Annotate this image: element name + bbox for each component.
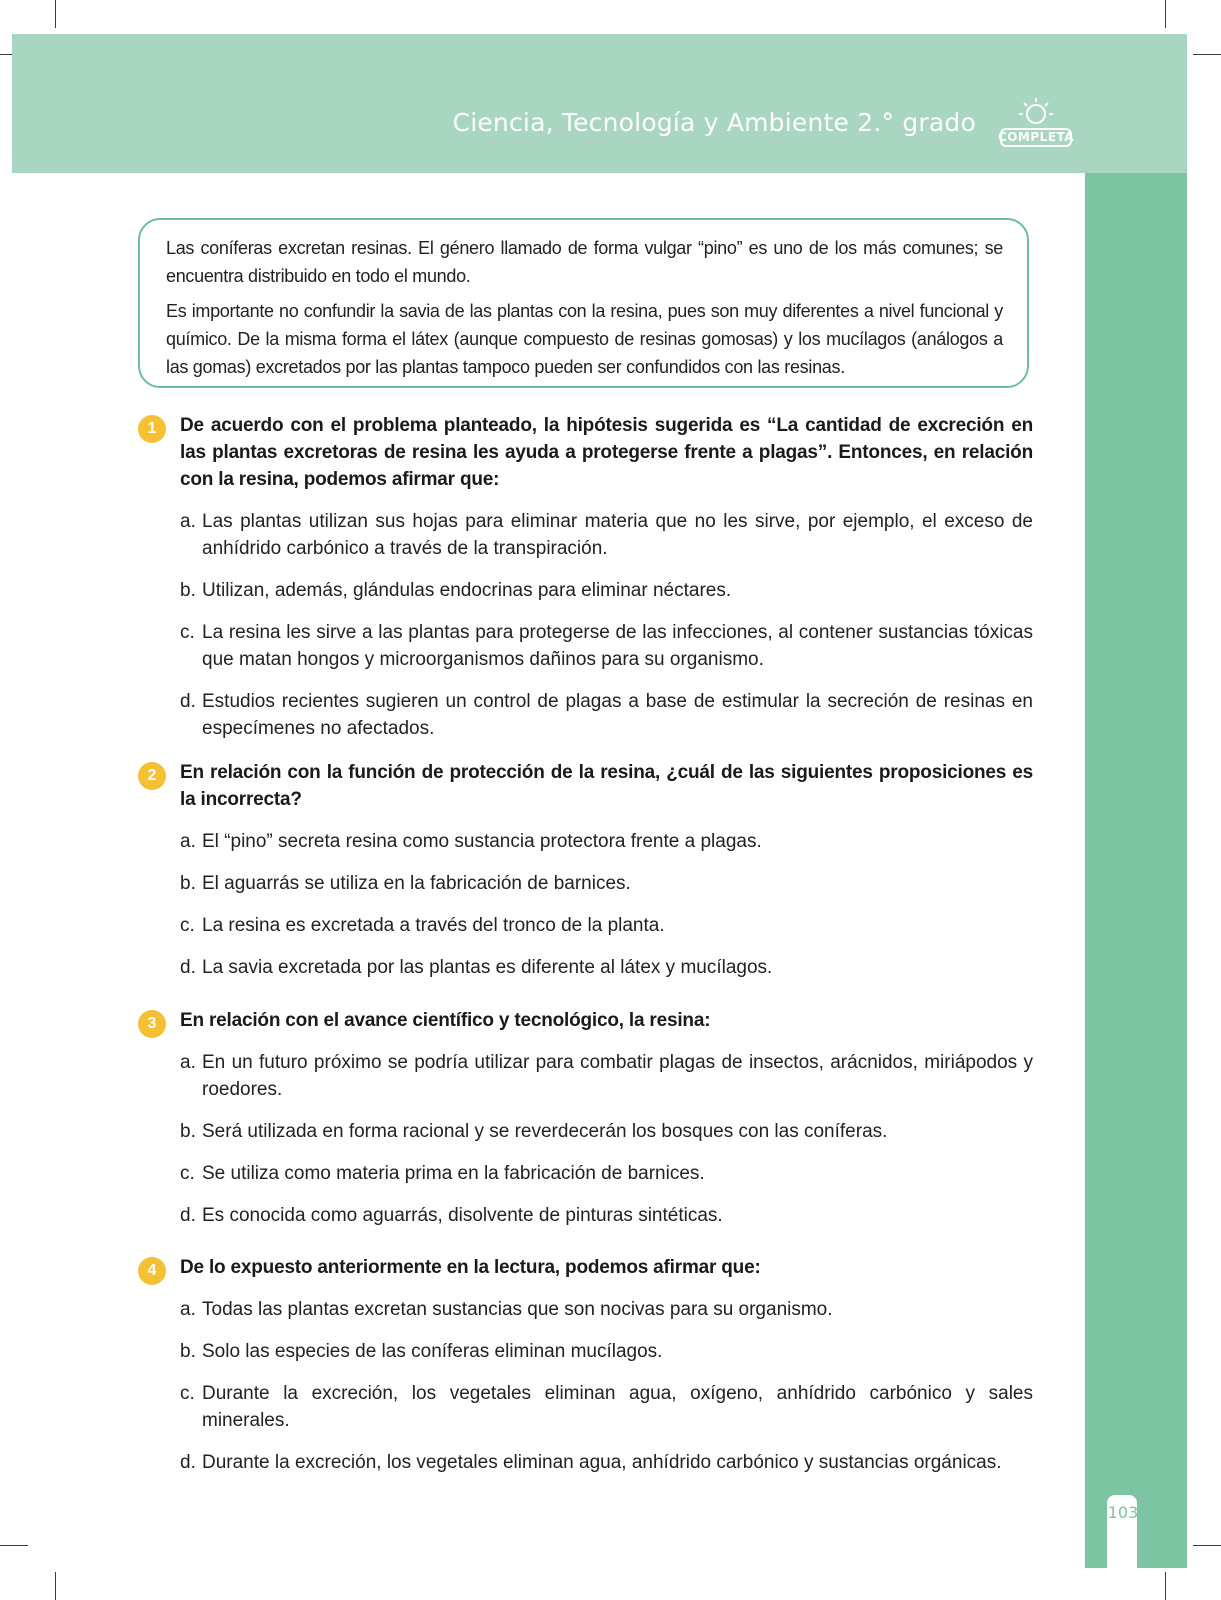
- question-number-badge: 2: [138, 762, 166, 790]
- option-b[interactable]: [180, 1118, 1033, 1145]
- option-letter: d.: [180, 957, 196, 978]
- option-letter: b.: [180, 1121, 196, 1142]
- option-text: La resina es excretada a través del tronco de la planta.: [202, 915, 665, 936]
- option-letter: c.: [180, 622, 195, 643]
- option-text: La savia excretada por las plantas es diferente al látex y mucílagos.: [202, 957, 773, 978]
- intro-paragraph: Las coníferas excretan resinas. El género llamado de forma vulgar “pino” es uno de los más comunes; se encuentra distribuido en todo el mundo.: [166, 238, 1003, 286]
- option-letter: d.: [180, 691, 196, 712]
- option-letter: b.: [180, 580, 196, 601]
- option-a[interactable]: [180, 1296, 1033, 1323]
- option-text: En un futuro próximo se podría utilizar para combatir plagas de insectos, arácnidos, miriápodos y roedores.: [202, 1052, 1033, 1100]
- option-d[interactable]: [180, 954, 1033, 981]
- option-text: Será utilizada en forma racional y se reverdecerán los bosques con las coníferas.: [202, 1121, 888, 1142]
- option-a[interactable]: [180, 828, 1033, 855]
- option-b[interactable]: [180, 577, 1033, 604]
- option-text: La resina les sirve a las plantas para protegerse de las infecciones, al contener sustancias tóxicas que matan hongos y microorganismos dañinos para su organismo.: [202, 622, 1033, 670]
- option-text: Durante la excreción, los vegetales eliminan agua, oxígeno, anhídrido carbónico y sales minerales.: [202, 1383, 1033, 1431]
- option-letter: c.: [180, 1163, 195, 1184]
- option-text: Es conocida como aguarrás, disolvente de pinturas sintéticas.: [202, 1205, 723, 1226]
- sun-icon: [995, 96, 1077, 154]
- option-letter: b.: [180, 873, 196, 894]
- question-text: En relación con el avance científico y tecnológico, la resina:: [180, 1010, 711, 1031]
- option-letter: c.: [180, 915, 195, 936]
- question-text: En relación con la función de protección de la resina, ¿cuál de las siguientes proposiciones es la incorrecta?: [180, 762, 1033, 810]
- option-text: Todas las plantas excretan sustancias que son nocivas para su organismo.: [202, 1299, 833, 1320]
- question-number-badge: 4: [138, 1257, 166, 1285]
- option-d[interactable]: [180, 688, 1033, 742]
- option-b[interactable]: [180, 1338, 1033, 1365]
- side-bar: [1085, 173, 1187, 1568]
- option-letter: a.: [180, 1052, 196, 1073]
- question-text: De lo expuesto anteriormente en la lectura, podemos afirmar que:: [180, 1257, 761, 1278]
- options-list: [138, 828, 1033, 981]
- option-text: Las plantas utilizan sus hojas para eliminar materia que no les sirve, por ejemplo, el exceso de anhídrido carbónico a través de la transpiración.: [202, 511, 1033, 559]
- crop-mark: [1165, 0, 1166, 28]
- option-c[interactable]: [180, 912, 1033, 939]
- crop-mark: [1165, 1572, 1166, 1600]
- question-text: De acuerdo con el problema planteado, la hipótesis sugerida es “La cantidad de excreción en las plantas excretoras de resina les ayuda a protegerse frente a plagas”. Entonces, en relación con la resina, podemos afirmar que:: [180, 415, 1033, 490]
- option-letter: c.: [180, 1383, 195, 1404]
- option-letter: a.: [180, 511, 196, 532]
- option-a[interactable]: [180, 1049, 1033, 1103]
- question-3: [138, 1007, 1033, 1229]
- options-list: [138, 1049, 1033, 1229]
- option-letter: d.: [180, 1205, 196, 1226]
- option-text: Utilizan, además, glándulas endocrinas para eliminar néctares.: [202, 580, 732, 601]
- intro-paragraph: Es importante no confundir la savia de las plantas con la resina, pues son muy diferentes a nivel funcional y químico. De la misma forma el látex (aunque compuesto de resinas gomosas) y los mucílagos (análogos a las gomas) excretados por las plantas tampoco pueden ser confundidos con las resinas.: [166, 301, 1003, 377]
- option-d[interactable]: [180, 1449, 1033, 1476]
- question-2: [138, 759, 1033, 981]
- crop-mark: [0, 1545, 28, 1546]
- page-number: 103: [1107, 1503, 1139, 1522]
- crop-mark: [1193, 1545, 1221, 1546]
- option-d[interactable]: [180, 1202, 1033, 1229]
- crop-mark: [55, 0, 56, 28]
- option-text: El “pino” secreta resina como sustancia protectora frente a plagas.: [202, 831, 762, 852]
- option-text: Estudios recientes sugieren un control de plagas a base de estimular la secreción de resinas en especímenes no afectados.: [202, 691, 1033, 739]
- option-text: Durante la excreción, los vegetales eliminan agua, anhídrido carbónico y sustancias orgánicas.: [202, 1452, 1002, 1473]
- options-list: [138, 1296, 1033, 1476]
- option-text: El aguarrás se utiliza en la fabricación de barnices.: [202, 873, 631, 894]
- options-list: [138, 508, 1033, 742]
- option-letter: a.: [180, 1299, 196, 1320]
- option-letter: b.: [180, 1341, 196, 1362]
- option-c[interactable]: [180, 1160, 1033, 1187]
- question-number-badge: 1: [138, 415, 166, 443]
- option-c[interactable]: [180, 1380, 1033, 1434]
- option-letter: a.: [180, 831, 196, 852]
- page-header-title: Ciencia, Tecnología y Ambiente 2.° grado: [452, 108, 976, 137]
- option-a[interactable]: [180, 508, 1033, 562]
- intro-text-box: [138, 218, 1029, 388]
- option-b[interactable]: [180, 870, 1033, 897]
- crop-mark: [55, 1572, 56, 1600]
- question-number-badge: 3: [138, 1010, 166, 1038]
- question-1: [138, 412, 1033, 742]
- option-text: Se utiliza como materia prima en la fabricación de barnices.: [202, 1163, 705, 1184]
- crop-mark: [1193, 54, 1221, 55]
- logo-text: COMPLETA: [997, 130, 1075, 144]
- option-letter: d.: [180, 1452, 196, 1473]
- jornada-escolar-logo: [995, 96, 1077, 154]
- option-text: Solo las especies de las coníferas eliminan mucílagos.: [202, 1341, 663, 1362]
- option-c[interactable]: [180, 619, 1033, 673]
- question-4: [138, 1254, 1033, 1476]
